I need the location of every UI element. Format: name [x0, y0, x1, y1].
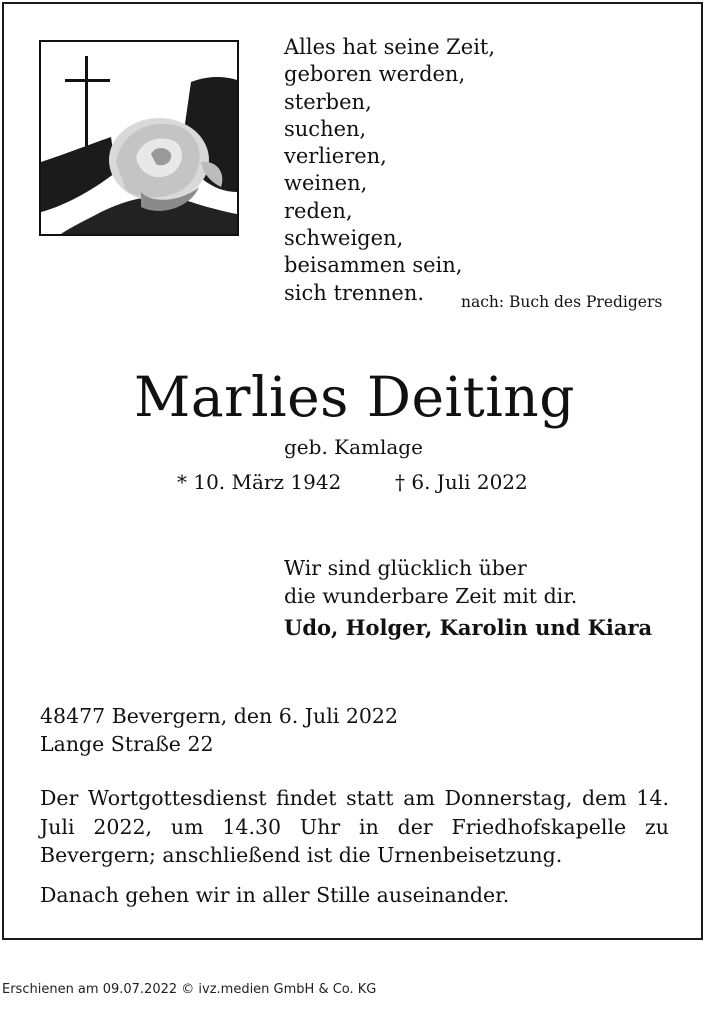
memorial-image — [39, 40, 239, 236]
publication-footer: Erschienen am 09.07.2022 © ivz.medien GmbH & Co. KG — [2, 982, 377, 997]
service-information: Der Wortgottesdienst findet statt am Donnerstag, dem 14. Juli 2022, um 14.30 Uhr in der Friedhofskapelle zu Bevergern; anschließend ist die Urnenbeisetzung. — [40, 786, 669, 867]
birth-date: * 10. März 1942 — [177, 470, 342, 494]
poem-line: schweigen, — [284, 226, 404, 251]
poem-line: suchen, — [284, 116, 367, 141]
rose-icon — [41, 77, 237, 234]
farewell-quote — [284, 554, 577, 610]
quote-line: Wir sind glücklich über — [284, 556, 527, 580]
poem-line: Alles hat seine Zeit, — [284, 35, 496, 59]
place-and-address — [40, 702, 398, 758]
street-address: Lange Straße 22 — [40, 732, 214, 756]
poem-line: geboren werden, — [284, 62, 466, 87]
quote-line: die wunderbare Zeit mit dir. — [284, 584, 578, 608]
deceased-name: Marlies Deiting — [134, 365, 575, 429]
family-names: Udo, Holger, Karolin und Kiara — [284, 615, 653, 640]
poem-source: nach: Buch des Predigers — [461, 293, 663, 311]
poem-line: weinen, — [284, 171, 368, 196]
poem-line: sich trennen. — [284, 280, 425, 305]
place-date: 48477 Bevergern, den 6. Juli 2022 — [40, 704, 398, 728]
poem-line: verlieren, — [284, 144, 387, 169]
poem-line: beisammen sein, — [284, 253, 463, 278]
poem-line: sterben, — [284, 89, 372, 114]
maiden-name: geb. Kamlage — [284, 435, 423, 459]
closing-text: Danach gehen wir in aller Stille auseinander. — [40, 883, 510, 907]
death-date: † 6. Juli 2022 — [395, 470, 528, 494]
poem — [284, 34, 684, 307]
poem-line: reden, — [284, 198, 353, 223]
cross-icon — [65, 56, 110, 146]
